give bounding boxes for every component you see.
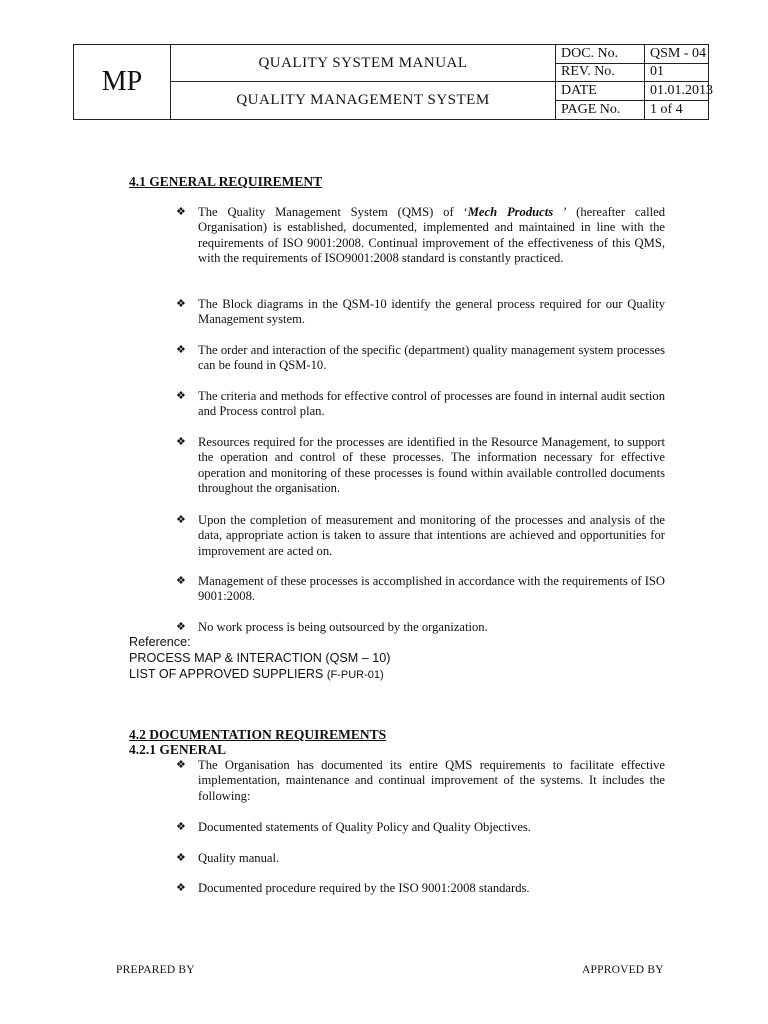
doc-no-label: DOC. No. [556,45,645,64]
list-item: ❖ Documented statements of Quality Policy and Quality Objectives. [176,820,531,834]
list-item: ❖ The Block diagrams in the QSM-10 identify the general process required for our Quality Management system. [176,297,665,327]
date-label: DATE [556,82,645,101]
company-name: Mech Products [467,205,554,219]
list-item: ❖ The criteria and methods for effective control of processes are found in internal audit section and Process control plan. [176,389,665,419]
document-header-table [73,44,713,120]
rev-no-value: 01 [645,64,708,83]
diamond-bullet-icon: ❖ [176,821,186,833]
subsection-heading-general: 4.2.1 GENERAL [129,742,227,757]
reference-approved-suppliers: LIST OF APPROVED SUPPLIERS (F-PUR-01) [129,667,384,681]
list-item: ❖ Upon the completion of measurement and monitoring of the processes and analysis of the data, appropriate action is taken to assure that intentions are achieved and opportunities for improvement are acted on. [176,513,665,558]
list-item: ❖ Documented procedure required by the ISO 9001:2008 standards. [176,881,530,895]
list-item: ❖ Quality manual. [176,851,280,865]
diamond-bullet-icon: ❖ [176,575,186,587]
list-item: ❖ No work process is being outsourced by the organization. [176,620,488,634]
system-title: QUALITY MANAGEMENT SYSTEM [171,82,556,119]
page-no-value: 1 of 4 [650,101,683,117]
list-item: ❖ Resources required for the processes are identified in the Resource Management, to support the operation and control of these processes. The information necessary for effective operation and monitoring of these processes is found within available controlled documents throughout the organisation. [176,435,665,495]
diamond-bullet-icon: ❖ [176,882,186,894]
manual-title: QUALITY SYSTEM MANUAL [171,45,556,82]
diamond-bullet-icon: ❖ [176,852,186,864]
diamond-bullet-icon: ❖ [176,298,186,310]
section-heading-documentation-requirements: 4.2 DOCUMENTATION REQUIREMENTS [129,727,387,742]
diamond-bullet-icon: ❖ [176,344,186,356]
rev-no-label: REV. No. [556,64,645,83]
diamond-bullet-icon: ❖ [176,514,186,526]
reference-process-map: PROCESS MAP & INTERACTION (QSM – 10) [129,651,391,665]
list-item: ❖ Management of these processes is accomplished in accordance with the requirements of ISO 9001:2008. [176,574,665,604]
page-no-label: PAGE No. [556,101,645,120]
date-value: 01.01.2013 [645,82,708,101]
list-item: ❖ The Quality Management System (QMS) of ‘Mech Products ’ (hereafter called Organisation) is established, documented, implemented and maintained in line with the requirements of ISO 9001:2008. Continual improvement of the effectiveness of this QMS, with the requirements of ISO9001:2008 standard is constantly practiced. [176,205,665,265]
diamond-bullet-icon: ❖ [176,206,186,218]
diamond-bullet-icon: ❖ [176,621,186,633]
reference-label: Reference: [129,635,191,649]
approved-by-label: APPROVED BY [582,964,664,976]
doc-no-value: QSM - 04 [645,45,708,64]
diamond-bullet-icon: ❖ [176,436,186,448]
diamond-bullet-icon: ❖ [176,759,186,771]
company-logo: MP [74,45,171,119]
prepared-by-label: PREPARED BY [116,964,195,976]
list-item: ❖ The Organisation has documented its entire QMS requirements to facilitate effective implementation, maintenance and continual improvement of the systems. It includes the following: [176,758,665,803]
list-item: ❖ The order and interaction of the specific (department) quality management system processes can be found in QSM-10. [176,343,665,373]
section-heading-general-requirement: 4.1 GENERAL REQUIREMENT [129,174,323,189]
diamond-bullet-icon: ❖ [176,390,186,402]
